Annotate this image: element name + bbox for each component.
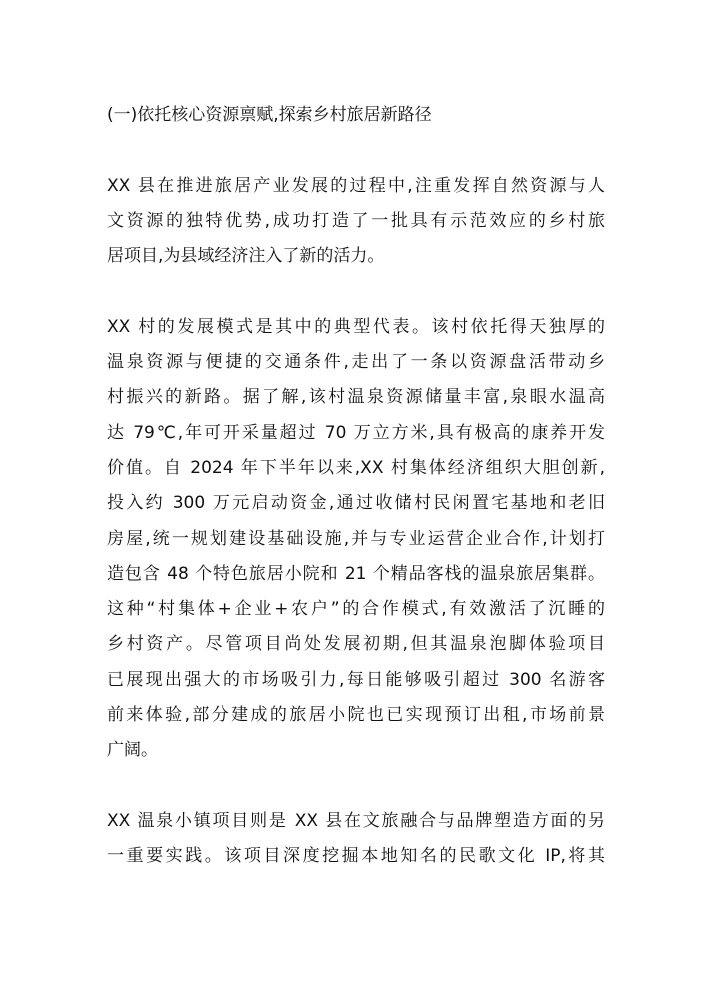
document-page [107,98,605,875]
paragraph-line: 造包含 48 个特色旅居小院和 21 个精品客栈的温泉旅居集群。 [107,563,605,584]
paragraph-line: 房屋,统一规划建设基础设施,并与专业运营企业合作,计划打 [107,528,605,549]
paragraph-line: 温泉资源与便捷的交通条件,走出了一条以资源盘活带动乡 [107,352,605,373]
paragraph-gap [107,769,605,804]
paragraph-line: XX 村的发展模式是其中的典型代表。该村依托得天独厚的 [107,316,605,337]
paragraph-gap [107,133,605,168]
paragraph-line: 一重要实践。该项目深度挖掘本地知名的民歌文化 IP,将其 [107,846,605,867]
paragraph-line: 居项目,为县域经济注入了新的活力。 [107,246,385,267]
paragraph-line: 已展现出强大的市场吸引力,每日能够吸引超过 300 名游客 [107,669,605,690]
paragraph-2 [107,310,605,769]
paragraph-line: 前来体验,部分建成的旅居小院也已实现预订出租,市场前景 [107,705,605,726]
paragraph-gap [107,274,605,309]
paragraph-3 [107,804,605,875]
paragraph-line: 价值。自 2024 年下半年以来,XX 村集体经济组织大胆创新, [107,457,605,478]
paragraph-line: 文资源的独特优势,成功打造了一批具有示范效应的乡村旅 [107,210,605,231]
paragraph-line: XX 县在推进旅居产业发展的过程中,注重发挥自然资源与人 [107,175,605,196]
paragraph-1 [107,169,605,275]
paragraph-line: 村振兴的新路。据了解,该村温泉资源储量丰富,泉眼水温高 [107,387,605,408]
paragraph-line: XX 温泉小镇项目则是 XX 县在文旅融合与品牌塑造方面的另 [107,810,605,831]
paragraph-line: 投入约 300 万元启动资金,通过收储村民闲置宅基地和老旧 [107,493,605,514]
section-heading: (一)依托核心资源禀赋,探索乡村旅居新路径 [107,105,432,125]
paragraph-line: 乡村资产。尽管项目尚处发展初期,但其温泉泡脚体验项目 [107,634,605,655]
paragraph-line: 这种“村集体+企业+农户”的合作模式,有效激活了沉睡的 [107,599,605,620]
paragraph-line: 达 79℃,年可开采量超过 70 万立方米,具有极高的康养开发 [107,422,605,443]
paragraph-line: 广阔。 [107,740,158,761]
